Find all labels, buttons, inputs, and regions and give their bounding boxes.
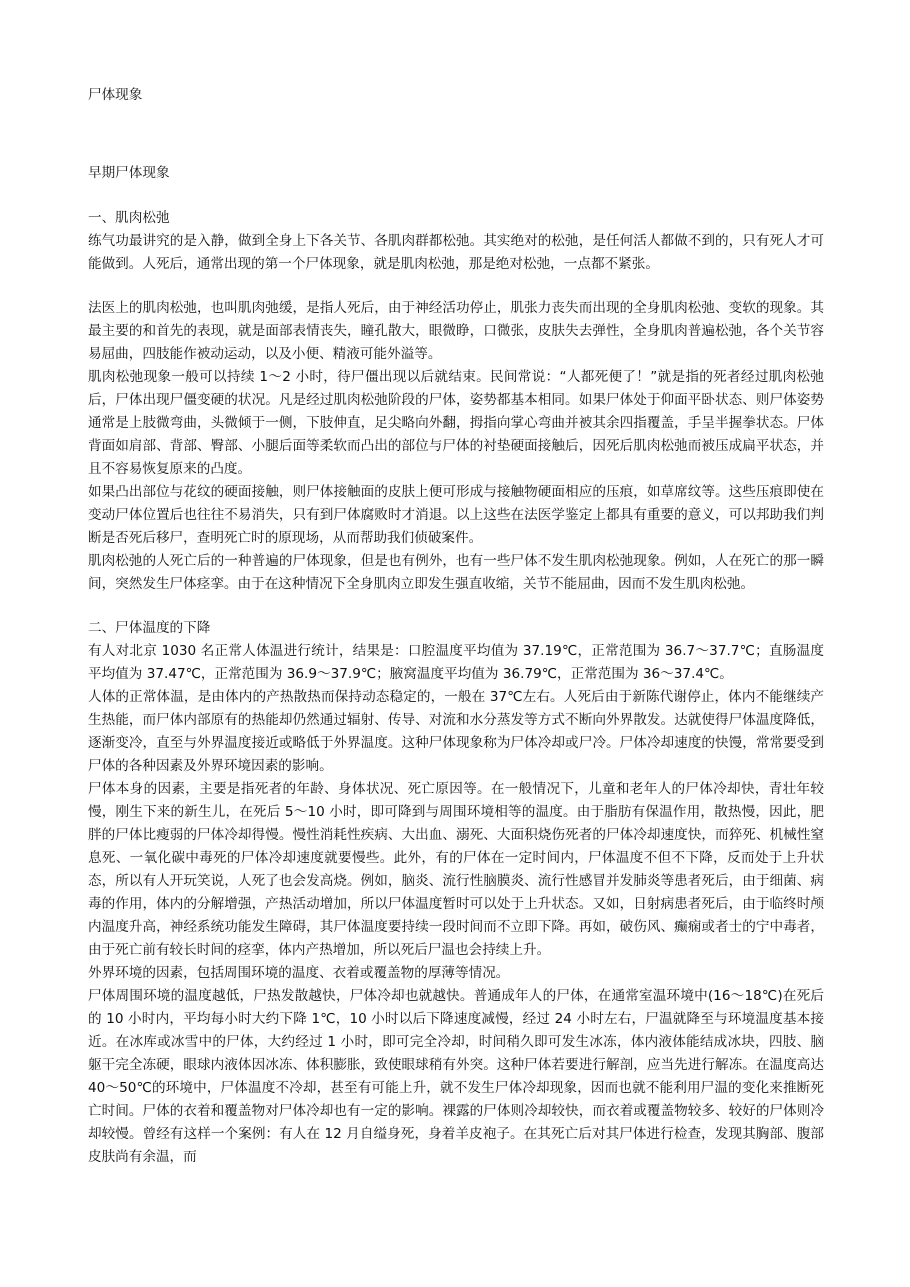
paragraph: 尸体本身的因素，主要是指死者的年龄、身体状况、死亡原因等。在一般情况下，儿童和老年人的尸体冷却快，青壮年较慢，刚生下来的新生儿，在死后 5～10 小时，即可降到与周围环境相等的温度。由于脂肪有保温作用，散热慢，因此，肥胖的尸体比瘦弱的尸体冷却得慢。慢性消耗性疾病、大出血、溺死、大面积烧伤死者的尸体冷却速度快，而猝死、机械性窒息死、一氧化碳中毒死的尸体冷却速度就要慢些。此外，有的尸体在一定时间内，尸体温度不但不下降，反而处于上升状态，所以有人开玩笑说，人死了也会发高烧。例如，脑炎、流行性脑膜炎、流行性感冒并发肺炎等患者死后，由于细菌、病毒的作用，体内的分解增强，产热活动增加，所以尸体温度暂时可以处于上升状态。又如，日射病患者死后，由于临终时颅内温度升高，神经系统功能发生障碍，其尸体温度要持续一段时间而不立即下降。再如，破伤风、癫痫或者士的宁中毒者，由于死亡前有较长时间的痉挛，体内产热增加，所以死后尸温也会持续上升。 — [88, 781, 824, 958]
section-heading-body-temperature: 二、尸体温度的下降 — [88, 620, 211, 636]
paragraph: 肌肉松弛现象一般可以持续 1～2 小时，待尸僵出现以后就结束。民间常说：“人都死便了！”就是指的死者经过肌肉松弛后，尸体出现尸僵变硬的状况。凡是经过肌肉松弛阶段的尸体，姿势都基本相同。如果尸体处于仰面平卧状态、则尸体姿势通常是上肢微弯曲，头微倾于一侧，下肢伸直，足尖略向外翻，拇指向掌心弯曲并被其余四指覆盖，手呈半握拳状态。尸体背面如肩部、背部、臀部、小腿后面等柔软而凸出的部位与尸体的衬垫硬面接触后，因死后肌肉松弛而被压成扁平状态，并且不容易恢复原来的凸度。 — [88, 369, 824, 477]
paragraph: 人体的正常体温，是由体内的产热散热而保持动态稳定的，一般在 37℃左右。人死后由于新陈代谢停止，体内不能继续产生热能，而尸体内部原有的热能却仍然通过辐射、传导、对流和水分蒸发等方式不断向外界散发。达就使得尸体温度降低，逐渐变冷，直至与外界温度接近或略低于外界温度。这种尸体现象称为尸体冷却或尸冷。尸体冷却速度的快馒，常常要受到尸体的各种因素及外界环境因素的影响。 — [88, 689, 824, 774]
paragraph: 外界环境的因素，包括周围环境的温度、衣着或覆盖物的厚薄等情况。 — [88, 965, 510, 981]
section-group-title: 早期尸体现象 — [88, 165, 170, 181]
paragraph: 有人对北京 1030 名正常人体温进行统计，结果是：口腔温度平均值为 37.19℃，正常范围为 36.7～37.7℃；直肠温度平均值为 37.47℃，正常范围为 36.9～37.9℃；腋窝温度平均值为 36.79℃，正常范围为 36～37.4℃。 — [88, 643, 824, 682]
section-heading-muscle-relaxation: 一、肌肉松弛 — [88, 210, 170, 226]
paragraph: 法医上的肌肉松弛，也叫肌肉弛缓，是指人死后，由于神经活功停止，肌张力丧失而出现的全身肌肉松弛、变软的现象。其最主要的和首先的表现，就是面部表情丧失，瞳孔散大，眼微睁，口微张，皮肤失去弹性，全身肌肉普遍松弛，各个关节容易屈曲，四肢能作被动运动，以及小便、精液可能外溢等。 — [88, 300, 824, 362]
document-title: 尸体现象 — [88, 87, 143, 103]
paragraph: 肌肉松弛的人死亡后的一种普遍的尸体现象，但是也有例外，也有一些尸体不发生肌肉松弛现象。例如，人在死亡的那一瞬间，突然发生尸体痉挛。由于在这种情况下全身肌肉立即发生强直收缩，关节不能屈曲，因而不发生肌肉松弛。 — [88, 553, 824, 592]
document-page — [88, 84, 824, 1169]
paragraph: 如果凸出部位与花纹的硬面接触，则尸体接触面的皮肤上便可形成与接触物硬面相应的压痕，如草席纹等。这些压痕即使在变动尸体位置后也往往不易消失，只有到尸体腐败时才消退。以上这些在法医学鉴定上都具有重要的意义，可以邦助我们判断是否死后移尸，查明死亡时的原现场，从而帮助我们侦破案件。 — [88, 484, 824, 546]
paragraph: 练气功最讲究的是入静，做到全身上下各关节、各肌肉群都松弛。其实绝对的松弛，是任何活人都做不到的，只有死人才可能做到。人死后，通常出现的第一个尸体现象，就是肌肉松弛，那是绝对松弛，一点都不紧张。 — [88, 233, 824, 272]
paragraph: 尸体周围环境的温度越低，尸热发散越快，尸体冷却也就越快。普通成年人的尸体，在通常室温环境中(16～18℃)在死后的 10 小时内，平均每小时大约下降 1℃，10 小时以后下降速度减慢，经过 24 小时左右，尸温就降至与环境温度基本接近。在冰库或冰雪中的尸体，大约经过 1 小时，即可完全冷却，时间稍久即可发生冰冻，体内液体能结成冰块，四肢、脑躯干完全冻硬，眼球内液体因冰冻、体积膨胀，致使眼球稍有外突。这种尸体若要进行解剖，应当先进行解冻。在温度高达 40～50℃的环境中，尸体温度不冷却，甚至有可能上升，就不发生尸体冷却现象，因而也就不能利用尸温的变化来推断死亡时间。尸体的衣着和覆盖物对尸体冷却也有一定的影响。裸露的尸体则冷却较快，而衣着或覆盖物较多、较好的尸体则冷却较慢。曾经有这样一个案例：有人在 12 月自缢身死，身着羊皮袍子。在其死亡后对其尸体进行检查，发现其胸部、腹部皮肤尚有余温，而 — [88, 988, 824, 1165]
